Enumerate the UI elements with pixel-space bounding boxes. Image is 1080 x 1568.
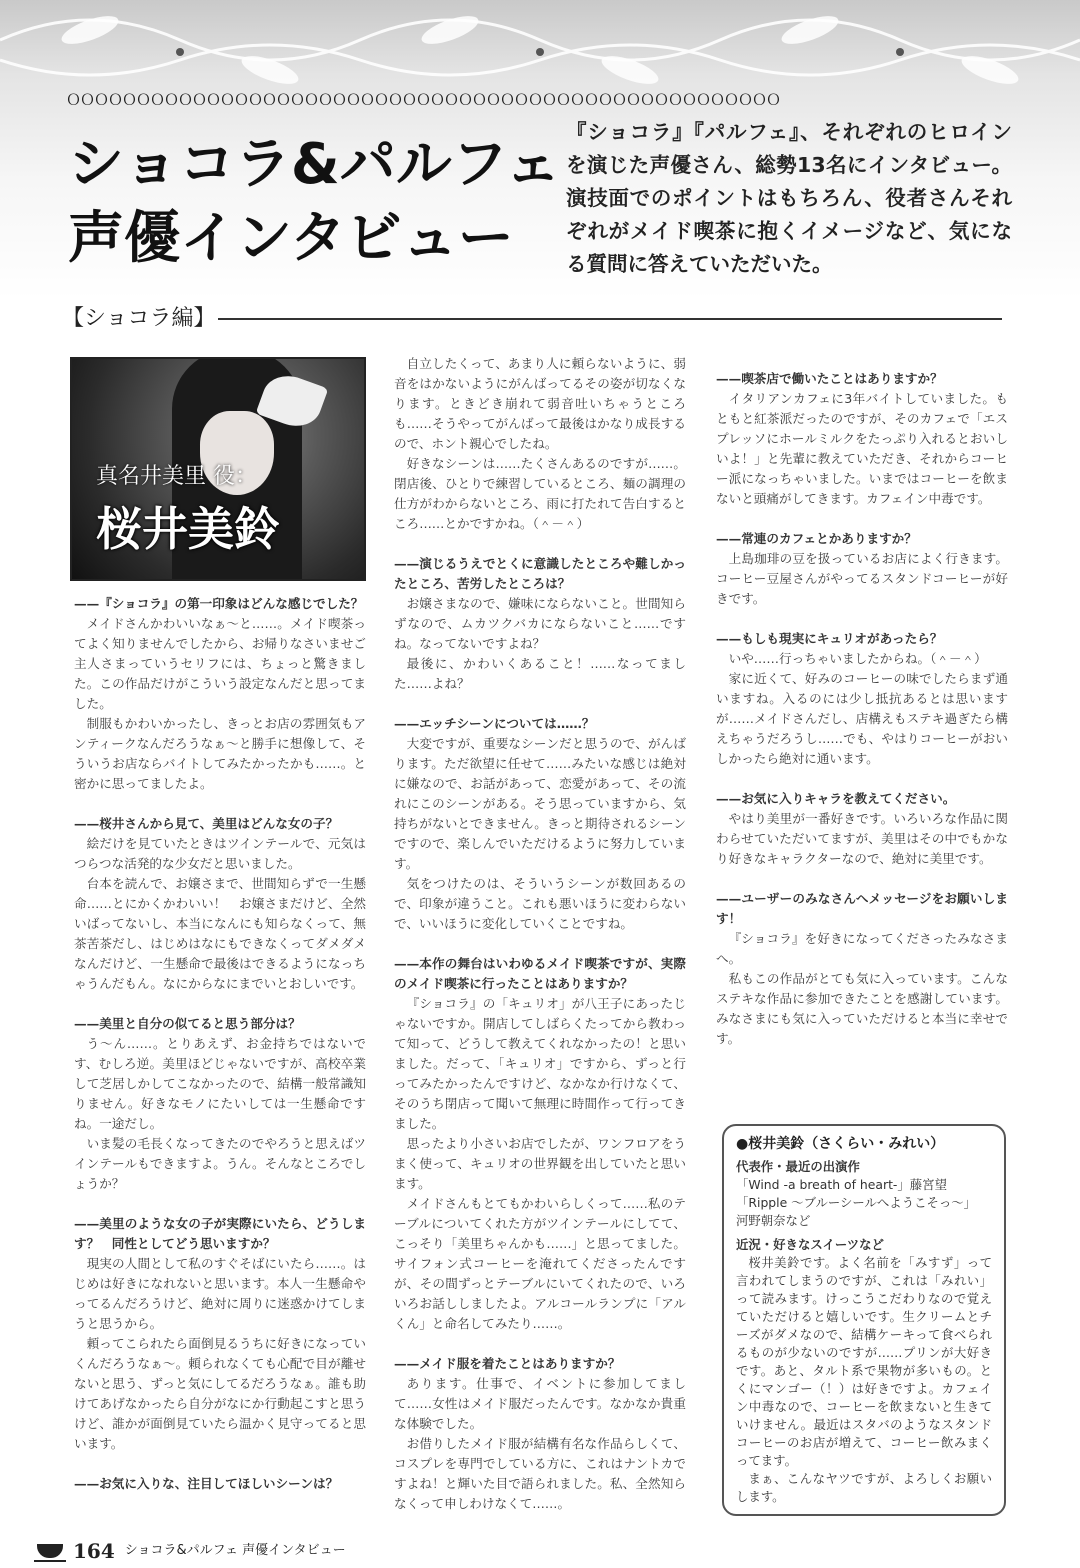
interview-question: ——本作の舞台はいわゆるメイド喫茶ですが、実際のメイド喫茶に行ったことはありますか？ [394,956,686,991]
floral-ornament [0,0,1080,92]
column-1 [74,594,366,1494]
interview-answer: 絵だけを見ていたときはツインテールで、元気はつらつな活発的な少女だと思いました。 [74,836,366,871]
interview-answer: 現実の人間として私のすぐそばにいたら……。はじめは好きになれないと思います。本人一生懸命やってるんだろうけど、絶対に周りに迷惑かけてしまうと思うから。 [74,1256,366,1331]
interview-answer: メイドさんもとてもかわいらしくって……私のテーブルについてくれた方がツインテールにしてて、こっそり「美里ちゃんかも……」と思ってました。サイフォン式コーヒーを淹れてくださったんですが、その間ずっとテーブルにいてくれたので、いろいろお話ししましたよ。アルコールランプに「アルくん」と命名してみたり……。 [394,1196,686,1331]
profile-name: ●桜井美鈴（さくらい・みれい） [736,1136,945,1152]
page-number: 164 [73,1539,115,1563]
interview-question: ——もしも現実にキュリオがあったら？ [716,631,943,646]
interview-answer: 『ショコラ』の「キュリオ」が八王子にあったじゃないですか。開店してしばらくたってから教わって知って、どうして教えてくれなかったの！と思いました。だって、「キュリオ」ですから、ずっと行ってみたかったんですけど、なかなか行けなくて、そのうち閉店って聞いて無理に時間作って行ってきました。 [394,996,686,1131]
column-2 [394,354,686,1514]
interview-question: ——お気に入りな、注目してほしいシーンは？ [74,1476,339,1491]
interview-answer: いま髪の毛長くなってきたのでやろうと思えばツインテールもできますよ。うん。そんなところでしょうか？ [74,1136,366,1191]
interview-question: ——エッチシーンについては……？ [394,716,595,731]
profile-box [722,1124,1006,1516]
interview-question: ——美里のような女の子が実際にいたら、どうします？ 同性としてどう思いますか？ [74,1216,366,1251]
character-role: 真名井美里 役： [96,464,257,489]
interview-answer: お嬢さまなので、嫌味にならないこと。世間知らずなので、ムカツクバカにならないこと……ですね。なってないですよね？ [394,596,686,651]
interview-answer: 台本を読んで、お嬢さまで、世間知らずで一生懸命……とにかくかわいい！ お嬢さまだけど、全然いばってないし、本当になんにも知らなくって、無茶苦茶だし、はじめはなにもできなくってダメダメなんだけど、一生懸命で最後はできるようになっちゃうんだもん。なにからなにまでいとおしいです。 [74,876,366,991]
running-title: ショコラ&パルフェ 声優インタビュー [124,1543,346,1558]
recent-paragraph: 桜井美鈴です。よく名前を「みすず」って言われてしまうのですが、これは「みれい」って読みます。けっこうこだわりなので覚えていただけると嬉しいです。生クリームとチーズがダメなので、結構ケーキって食べられるものが少ないのですが……プリンが大好きです。あと、タルト系で果物が多いもの。とくにマンゴー（！）は好きですよ。カフェイン中毒なので、コーヒーを飲まないと生きていけません。最近はスタバのようなスタンドコーヒーのお店が増えて、コーヒー飲みまくってます。 [736,1255,992,1468]
character-illustration [70,357,366,581]
interview-answer: 制服もかわいかったし、きっとお店の雰囲気もアンティークなんだろうなぁ～と勝手に想像して、そういうお店ならバイトしてみたかったかも……。と密かに思ってましたよ。 [74,716,366,791]
section-rule [218,318,1002,320]
interview-answer: う～ん……。とりあえず、お金持ちではないです、むしろ逆。美里ほどじゃないですが、高校卒業して芝居しかしてこなかったので、結構一般常識知りません。好きなモノにたいしては一生懸命ですね。一途だし。 [74,1036,366,1131]
recent-paragraph: まぁ、こんなヤツですが、よろしくお願いします。 [736,1471,992,1504]
interview-answer: あります。仕事で、イベントに参加してまして……女性はメイド服だったんです。なかなか貴重な体験でした。 [394,1376,686,1431]
page-title [68,128,561,276]
work-item: 「Ripple ～ブルーシールへようこそっ～」 [736,1195,977,1210]
interview-answer: 『ショコラ』を好きになってくださったみなさまへ。 [716,931,1008,966]
interview-answer: 最後に、かわいくあること！……なってました……よね？ [394,656,686,691]
page-footer [37,1540,346,1562]
interview-answer: 私もこの作品がとても気に入っています。こんなステキな作品に参加できたことを感謝しています。みなさまにも気に入っていただけると本当に幸せです。 [716,971,1008,1046]
work-item: 河野朝奈など [736,1213,811,1228]
title-line-2: 声優インタビュー [68,206,514,271]
interview-answer: 自立したくって、あまり人に頼らないように、弱音をはかないようにがんばってるその姿が切なくなります。ときどき崩れて弱音吐いちゃうところも……そうやってがんばって最後はかなり成長するので、ホント親心でしたね。 [394,356,686,451]
interview-question: ——演じるうえでとくに意識したところや難しかったところ、苦労したところは？ [394,556,686,591]
interview-question: ——ユーザーのみなさんへメッセージをお願いします！ [716,891,1008,926]
intro-text: 『ショコラ』『パルフェ』、それぞれのヒロインを演じた声優さん、総勢13名にインタビュー。演技面でのポイントはもちろん、役者さんそれぞれがメイド喫茶に抱くイメージなど、気になる質問に答えていただいた。 [566,120,1012,276]
interview-question: ——桜井さんから見て、美里はどんな女の子？ [74,816,339,831]
interview-answer: 好きなシーンは……たくさんあるのですが……。閉店後、ひとりで練習しているところ、麺の調理の仕方がわからないところ、雨に打たれて告白するところ……とかですかね。（＾－＾） [394,456,686,531]
interview-answer: 思ったより小さいお店でしたが、ワンフロアをうまく使って、キュリオの世界観を出していたと思います。 [394,1136,686,1191]
interview-answer: 頼ってこられたら面倒見るうちに好きになっていくんだろうなぁ～。頼られなくても心配で目が離せないと思う、ずっと気にしてるだろうなぁ。誰も助けてあげなかったら自分がなにか行動起こすと思うけど、誰かが面倒見ていたら温かく見守ってると思います。 [74,1336,366,1451]
interview-answer: 上島珈琲の豆を扱っているお店によく行きます。コーヒー豆屋さんがやってるスタンドコーヒーが好きです。 [716,551,1008,606]
interview-question: ——常連のカフェとかありますか？ [716,531,917,546]
interview-question: ——『ショコラ』の第一印象はどんな感じでした？ [74,596,364,611]
interview-answer: いや……行っちゃいましたからね。（＾－＾） [728,651,987,666]
interview-answer: やはり美里が一番好きです。いろいろな作品に関わらせていただいてますが、美里はその中でもかなり好きなキャラクターなので、絶対に美里です。 [716,811,1008,866]
works-heading: 代表作・最近の出演作 [736,1159,860,1174]
interview-answer: イタリアンカフェに3年バイトしていました。もともと紅茶派だったのですが、そのカフェで「エスプレッソにホールミルクをたっぷり入れるとおいしいよ！」と先輩に教えていただき、それからコーヒー派になっちゃいました。いまではコーヒーを飲まないと頭痛がしてきます。カフェイン中毒です。 [716,391,1008,506]
interview-question: ——美里と自分の似てると思う部分は？ [74,1016,301,1031]
interview-answer: 気をつけたのは、そういうシーンが数回あるので、印象が違うこと。これも悪いほうに変わらないで、いいほうに変化していくことですね。 [394,876,686,931]
interview-question: ——メイド服を着たことはありますか？ [394,1356,621,1371]
interview-answer: 大変ですが、重要なシーンだと思うので、がんばります。ただ欲望に任せて……みたいな感じは絶対に嫌なので、お話があって、恋愛があって、その流れにこのシーンがある。そう思っていますから、気持ちがないとできません。きっと期待されるシーンですので、楽しんでいただけるように努力しています。 [394,736,686,871]
interview-answer: 家に近くて、好みのコーヒーの味でしたらまず通いますね。入るのには少し抵抗あるとは思いますが……メイドさんだし、店構えもステキ過ぎたら構えちゃうだろうし……でも、やはりコーヒーがおいしかったら絶対に通います。 [716,671,1008,766]
title-line-1: ショコラ&パルフェ [68,132,561,197]
section-label: 【ショコラ編】 [62,306,216,331]
interview-question: ——お気に入りキャラを教えてください。 [716,791,956,806]
work-item: 「Wind -a breath of heart-」藤宮望 [736,1177,947,1192]
column-3 [716,369,1008,1049]
coffee-cup-icon [37,1544,63,1558]
interview-question: ——喫茶店で働いたことはありますか？ [716,371,943,386]
interview-answer: メイドさんかわいいなぁ～と……。メイド喫茶ってよく知りませんでしたから、お帰りなさいませご主人さまっていうセリフには、ちょっと驚きました。この作品だけがこういう設定なんだと思ってました。 [74,616,366,711]
scroll-border: ＯＯＯＯＯＯＯＯＯＯＯＯＯＯＯＯＯＯＯＯＯＯＯＯＯＯＯＯＯＯＯＯＯＯＯＯＯＯＯＯＯＯＯＯＯＯＯＯＯＯＯ [66,92,781,108]
interview-answer: お借りしたメイド服が結構有名な作品らしくて、コスプレを専門でしている方に、これはナントカですよね！と輝いた目で語られました。私、全然知らなくって申しわけなくて……。 [394,1436,686,1511]
voice-actor-name: 桜井美鈴 [96,502,280,556]
recent-heading: 近況・好きなスイーツなど [736,1237,884,1252]
section-heading [62,306,1002,332]
